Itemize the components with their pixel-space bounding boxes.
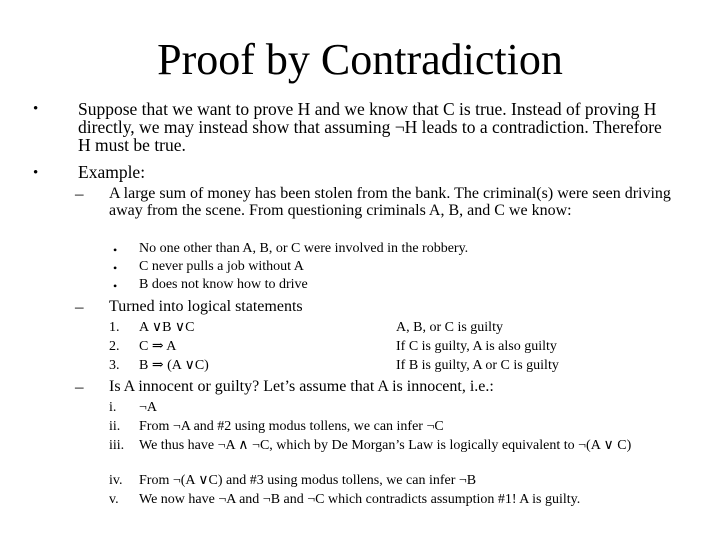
bullet-example: Example: bbox=[78, 162, 146, 182]
sub-bullet-dot: • bbox=[113, 279, 118, 293]
sub-bullet-dot: • bbox=[113, 243, 118, 257]
step-number: iv. bbox=[109, 473, 123, 488]
bullet-dot: • bbox=[33, 165, 39, 181]
dash-marker: – bbox=[75, 297, 84, 316]
slide-title: Proof by Contradiction bbox=[157, 35, 563, 84]
bullet-dot: • bbox=[33, 101, 39, 117]
statement-formula: C ⇒ A bbox=[139, 339, 177, 354]
statement-formula: A ∨B ∨C bbox=[139, 320, 195, 335]
fact-item: No one other than A, B, or C were involved in the robbery. bbox=[139, 241, 469, 256]
statement-number: 1. bbox=[109, 320, 120, 335]
step-number: ii. bbox=[109, 419, 121, 434]
step-text: We now have ¬A and ¬B and ¬C which contradicts assumption #1! A is guilty. bbox=[139, 492, 581, 507]
statement-number: 2. bbox=[109, 339, 120, 354]
statement-meaning: If B is guilty, A or C is guilty bbox=[396, 358, 559, 373]
statement-meaning: If C is guilty, A is also guilty bbox=[396, 339, 557, 354]
step-text: From ¬A and #2 using modus tollens, we can infer ¬C bbox=[139, 419, 444, 434]
question-line: Is A innocent or guilty? Let’s assume that A is innocent, i.e.: bbox=[109, 378, 494, 395]
dash-marker: – bbox=[75, 377, 84, 396]
logical-heading: Turned into logical statements bbox=[109, 298, 303, 315]
sub-bullet-dot: • bbox=[113, 261, 118, 275]
statement-meaning: A, B, or C is guilty bbox=[396, 320, 503, 335]
fact-item: B does not know how to drive bbox=[139, 277, 308, 292]
example-story: A large sum of money has been stolen from the bank. The criminal(s) were seen driving away from the scene. From questioning criminals A, B, and C we know: bbox=[109, 185, 671, 219]
step-number: i. bbox=[109, 400, 117, 415]
fact-item: C never pulls a job without A bbox=[139, 259, 304, 274]
bullet-intro: Suppose that we want to prove H and we know that C is true. Instead of proving H directly, we may instead show that assuming ¬H leads to a contradiction. Therefore H must be true. bbox=[78, 99, 662, 155]
step-text: ¬A bbox=[139, 400, 158, 415]
step-number: iii. bbox=[109, 438, 125, 453]
dash-marker: – bbox=[75, 184, 84, 203]
statement-formula: B ⇒ (A ∨C) bbox=[139, 358, 209, 373]
step-text: From ¬(A ∨C) and #3 using modus tollens, we can infer ¬B bbox=[139, 473, 477, 488]
statement-number: 3. bbox=[109, 358, 120, 373]
step-number: v. bbox=[109, 492, 119, 507]
step-text: We thus have ¬A ∧ ¬C, which by De Morgan’s Law is logically equivalent to ¬(A ∨ C) bbox=[139, 438, 632, 453]
